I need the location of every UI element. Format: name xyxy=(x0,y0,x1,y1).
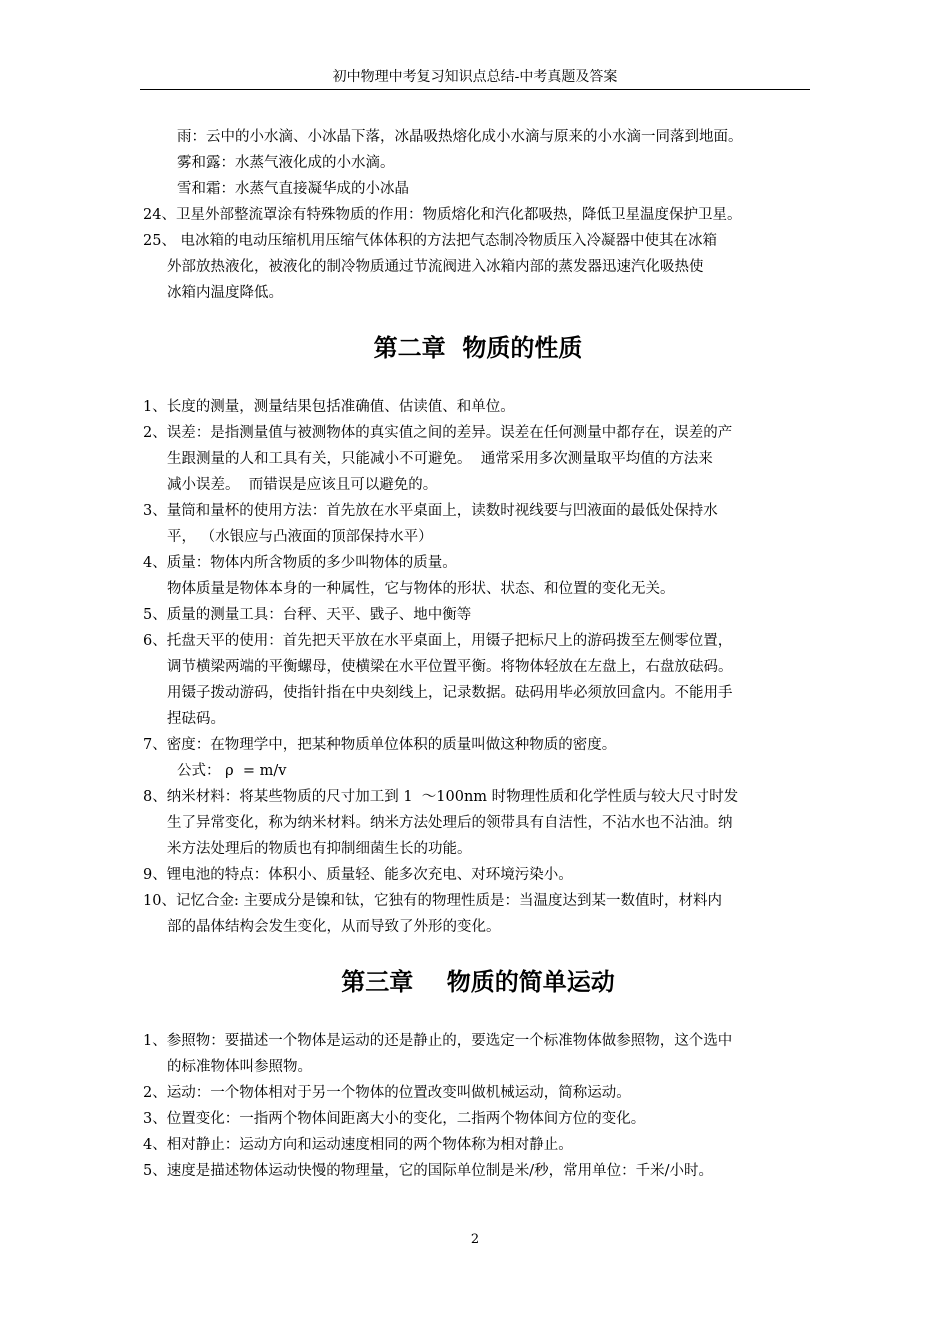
text-line: 7、密度：在物理学中，把某种物质单位体积的质量叫做这种物质的密度。 xyxy=(143,737,617,753)
text-line: 9、锂电池的特点：体积小、质量轻、能多次充电、对环境污染小。 xyxy=(143,867,573,883)
chapter-3-title: 第三章 物质的简单运动 xyxy=(341,968,615,996)
intro-section xyxy=(143,124,813,306)
text-line: 部的晶体结构会发生变化，从而导致了外形的变化。 xyxy=(167,919,501,935)
text-line: 2、误差：是指测量值与被测物体的真实值之间的差异。误差在任何测量中都存在，误差的产 xyxy=(143,425,733,441)
text-line: 4、质量：物体内所含物质的多少叫物体的质量。 xyxy=(143,555,457,571)
text-line: 6、托盘天平的使用：首先把天平放在水平桌面上，用镊子把标尺上的游码拨至左侧零位置， xyxy=(143,633,733,649)
text-line: 25、 电冰箱的电动压缩机用压缩气体体积的方法把气态制冷物质压入冷凝器中使其在冰箱 xyxy=(143,233,718,249)
text-line: 4、相对静止：运动方向和运动速度相同的两个物体称为相对静止。 xyxy=(143,1137,573,1153)
text-line: 平， （水银应与凸液面的顶部保持水平） xyxy=(167,529,433,545)
text-line: 3、量筒和量杯的使用方法：首先放在水平桌面上，读数时视线要与凹液面的最低处保持水 xyxy=(143,503,718,519)
text-line: 雾和露：水蒸气液化成的小水滴。 xyxy=(177,155,395,171)
chapter-3-section xyxy=(143,1028,813,1184)
page-content xyxy=(143,124,813,1184)
text-line: 冰箱内温度降低。 xyxy=(167,285,283,301)
page-number: 2 xyxy=(470,1232,480,1247)
text-line: 用镊子拨动游码，使指针指在中央刻线上，记录数据。砝码用毕必须放回盒内。不能用手 xyxy=(167,685,733,701)
text-line: 生跟测量的人和工具有关，只能减小不可避免。 通常采用多次测量取平均值的方法来 xyxy=(167,451,713,467)
text-line: 24、卫星外部整流罩涂有特殊物质的作用：物质熔化和汽化都吸热，降低卫星温度保护卫星。 xyxy=(143,207,742,223)
text-line: 减小误差。 而错误是应该且可以避免的。 xyxy=(167,477,438,493)
text-line: 1、参照物：要描述一个物体是运动的还是静止的，要选定一个标准物体做参照物，这个选中 xyxy=(143,1033,733,1049)
text-line: 5、质量的测量工具：台秤、天平、戥子、地中衡等 xyxy=(143,607,472,623)
text-line: 外部放热液化，被液化的制冷物质通过节流阀进入冰箱内部的蒸发器迅速汽化吸热使 xyxy=(167,259,704,275)
text-line: 生了异常变化，称为纳米材料。纳米方法处理后的领带具有自洁性，不沾水也不沾油。纳 xyxy=(167,815,733,831)
chapter-2-title: 第二章 物质的性质 xyxy=(373,334,583,362)
text-line: 1、长度的测量，测量结果包括准确值、估读值、和单位。 xyxy=(143,399,515,415)
page-header: 初中物理中考复习知识点总结-中考真题及答案 xyxy=(332,69,618,85)
text-line: 调节横梁两端的平衡螺母，使横梁在水平位置平衡。将物体轻放在左盘上，右盘放砝码。 xyxy=(167,659,733,675)
text-line: 的标准物体叫参照物。 xyxy=(167,1059,312,1075)
text-line: 雪和霜：水蒸气直接凝华成的小冰晶 xyxy=(177,181,409,197)
text-line: 物体质量是物体本身的一种属性，它与物体的形状、状态、和位置的变化无关。 xyxy=(167,581,675,597)
text-line: 8、纳米材料：将某些物质的尺寸加工到 1 ～100nm 时物理性质和化学性质与较大尺寸时发 xyxy=(143,789,739,805)
text-line: 5、速度是描述物体运动快慢的物理量，它的国际单位制是米/秒，常用单位：千米/小时。 xyxy=(143,1163,713,1179)
text-line: 米方法处理后的物质也有抑制细菌生长的功能。 xyxy=(167,841,472,857)
header-rule xyxy=(140,89,810,90)
text-line: 2、运动：一个物体相对于另一个物体的位置改变叫做机械运动，简称运动。 xyxy=(143,1085,631,1101)
text-line: 10、记忆合金: 主要成分是镍和钛，它独有的物理性质是：当温度达到某一数值时，材料内 xyxy=(143,893,722,909)
chapter-2-section xyxy=(143,394,813,940)
text-line: 3、位置变化：一指两个物体间距离大小的变化，二指两个物体间方位的变化。 xyxy=(143,1111,646,1127)
formula-line: 公式： ρ = m/v xyxy=(177,763,287,779)
text-line: 雨：云中的小水滴、小冰晶下落，冰晶吸热熔化成小水滴与原来的小水滴一同落到地面。 xyxy=(177,129,743,145)
text-line: 捏砝码。 xyxy=(167,711,225,727)
